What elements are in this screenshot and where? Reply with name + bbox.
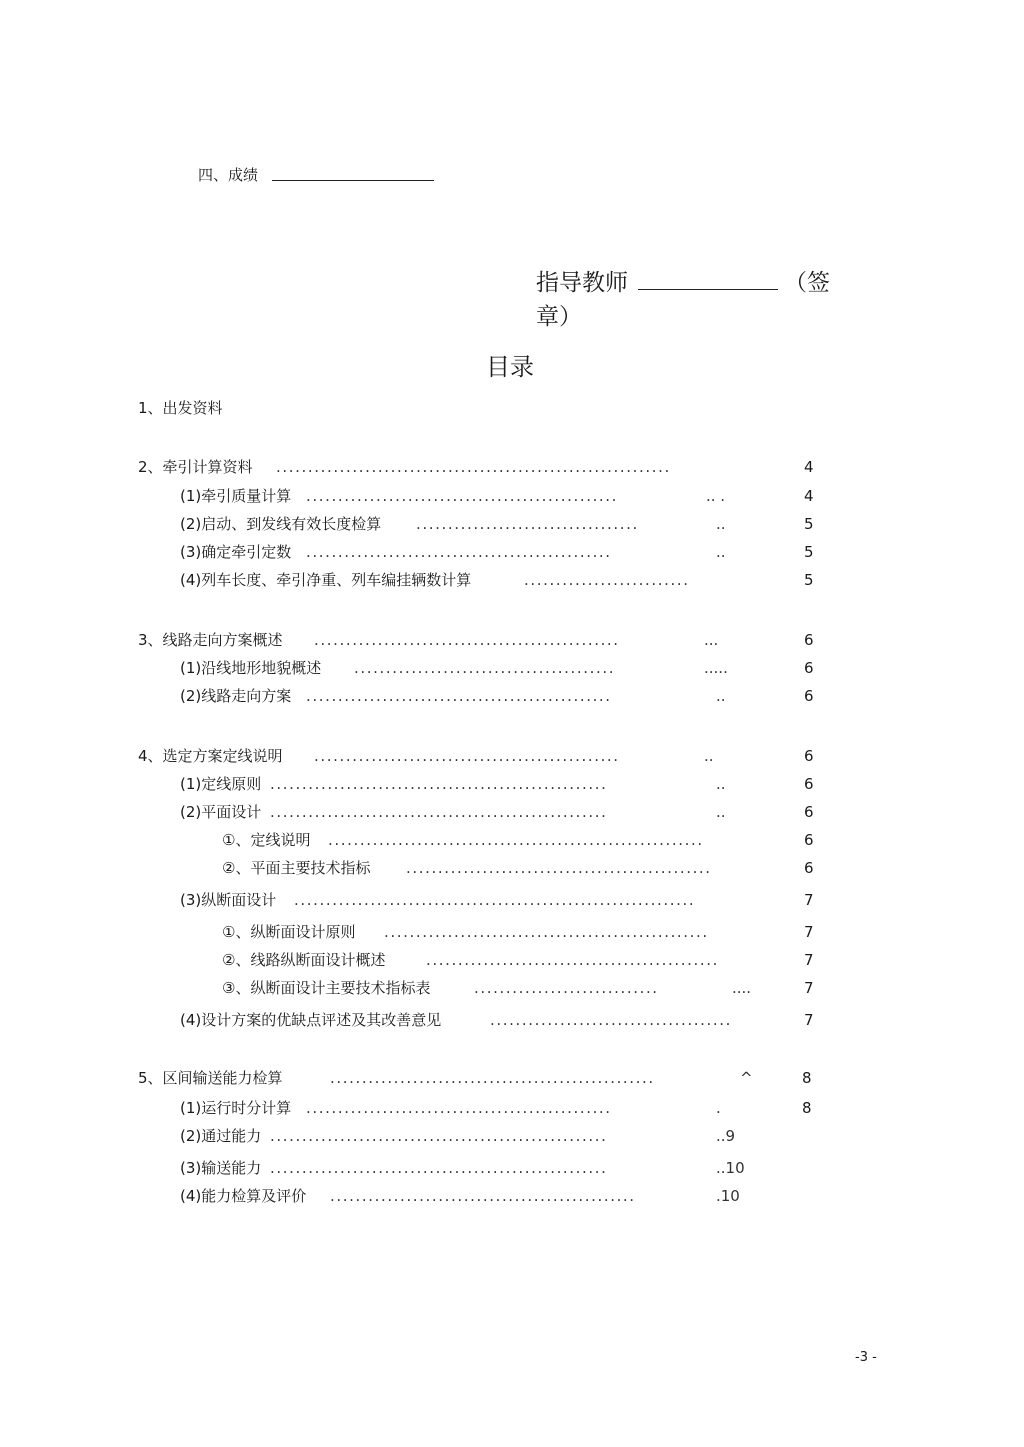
toc-entry-extra: ... — [704, 631, 719, 649]
toc-entry-leader: .............................................. — [426, 951, 719, 969]
toc-entry-leader: .............................................................. — [276, 458, 671, 476]
toc-entry-label: (3)输送能力 — [180, 1159, 262, 1177]
toc-entry — [0, 658, 1024, 682]
toc-entry-leader: ................................................ — [314, 747, 620, 765]
toc-entry-leader: ................................................... — [330, 1069, 655, 1087]
toc-entry-label: ③、纵断面设计主要技术指标表 — [222, 979, 431, 997]
toc-entry-page-number: 6 — [804, 859, 814, 877]
toc-entry-page-number: 4 — [804, 487, 814, 505]
toc-entry-page-number: 7 — [804, 891, 814, 909]
toc-entry-label: (1)定线原则 — [180, 775, 262, 793]
toc-entry-page-number: 5 — [804, 571, 814, 589]
advisor-label: 指导教师 — [536, 270, 628, 296]
toc-entry-page-number: 8 — [802, 1099, 812, 1117]
toc-entry — [0, 1010, 1024, 1034]
toc-entry-page-number: 6 — [804, 687, 814, 705]
toc-entry-leader: ................................................ — [306, 543, 612, 561]
grade-blank-line — [272, 180, 434, 181]
grade-label: 四、成绩 — [198, 166, 259, 184]
toc-entry — [0, 1126, 1024, 1150]
toc-entry-extra: .. — [716, 515, 726, 533]
toc-entry-label: ②、线路纵断面设计概述 — [222, 951, 386, 969]
toc-entry — [0, 746, 1024, 770]
toc-entry — [0, 630, 1024, 654]
toc-entry-leader: ......................................... — [354, 659, 616, 677]
toc-entry-page-number: 5 — [804, 543, 814, 561]
page-number-footer: -3 - — [855, 1350, 877, 1365]
toc-entry-leader: ................................................. — [306, 487, 619, 505]
toc-entry — [0, 922, 1024, 946]
toc-entry-leader: ..................................................... — [270, 775, 608, 793]
toc-entry — [0, 570, 1024, 594]
toc-entry-leader: ...................................... — [490, 1011, 732, 1029]
toc-entry-page-number: 6 — [804, 659, 814, 677]
toc-entry-leader: .......................... — [524, 571, 690, 589]
toc-entry-leader: ..................................................... — [270, 803, 608, 821]
toc-entry-label: (2)通过能力 — [180, 1127, 262, 1145]
toc-entry — [0, 1068, 1024, 1092]
signature-continuation: 章） — [536, 304, 582, 330]
toc-entry-extra: .10 — [716, 1187, 740, 1205]
toc-entry-page-number: 4 — [804, 458, 814, 476]
toc-entry-extra: .. — [716, 775, 726, 793]
toc-entry-label: (2)平面设计 — [180, 803, 262, 821]
toc-entry — [0, 802, 1024, 826]
toc-entry-leader: ................................................ — [306, 687, 612, 705]
toc-entry-label: (2)启动、到发线有效长度检算 — [180, 515, 382, 533]
toc-entry-leader: ................................................ — [406, 859, 712, 877]
advisor-blank-line — [638, 289, 778, 290]
toc-entry-label: (2)线路走向方案 — [180, 687, 292, 705]
toc-entry-page-number: 7 — [804, 951, 814, 969]
toc-entry-label: 4、选定方案定线说明 — [138, 747, 283, 765]
toc-entry-label: (1)运行时分计算 — [180, 1099, 292, 1117]
toc-entry-label: (4)能力检算及评价 — [180, 1187, 307, 1205]
toc-entry-leader: ................................... — [416, 515, 639, 533]
toc-entry-extra: ..9 — [716, 1127, 736, 1145]
toc-entry-extra: .. — [716, 803, 726, 821]
toc-entry-extra: ..... — [704, 659, 728, 677]
toc-entry — [0, 398, 1024, 422]
toc-entry — [0, 514, 1024, 538]
toc-entry — [0, 457, 1024, 481]
toc-entry-page-number: 7 — [804, 1011, 814, 1029]
toc-entry-label: (3)纵断面设计 — [180, 891, 277, 909]
toc-entry — [0, 858, 1024, 882]
toc-entry-page-number: 8 — [802, 1069, 812, 1087]
toc-entry-leader: ................................................ — [306, 1099, 612, 1117]
toc-entry — [0, 774, 1024, 798]
toc-entry-page-number: 7 — [804, 979, 814, 997]
toc-entry-leader: ................................................... — [384, 923, 709, 941]
toc-entry — [0, 542, 1024, 566]
toc-entry-leader: ................................................ — [330, 1187, 636, 1205]
toc-title: 目录 — [486, 353, 534, 381]
toc-entry-leader: ..................................................... — [270, 1159, 608, 1177]
toc-entry-leader: ............................. — [474, 979, 659, 997]
toc-entry — [0, 486, 1024, 510]
toc-entry-leader: ............................................................... — [294, 891, 696, 909]
toc-entry — [0, 950, 1024, 974]
toc-entry-page-number: 7 — [804, 923, 814, 941]
toc-entry-label: 3、线路走向方案概述 — [138, 631, 283, 649]
toc-entry-label: (3)确定牵引定数 — [180, 543, 292, 561]
toc-entry-page-number: 6 — [804, 775, 814, 793]
toc-entry-label: (1)沿线地形地貌概述 — [180, 659, 322, 677]
toc-entry — [0, 1158, 1024, 1182]
toc-entry — [0, 1186, 1024, 1210]
toc-entry-leader: ..................................................... — [270, 1127, 608, 1145]
toc-entry-leader: ................................................ — [314, 631, 620, 649]
signature-suffix: （签 — [784, 270, 830, 296]
toc-entry-label: ①、定线说明 — [222, 831, 311, 849]
toc-entry-extra: ^ — [740, 1069, 753, 1087]
toc-entry-label: 5、区间输送能力检算 — [138, 1069, 283, 1087]
toc-entry-label: 2、牵引计算资料 — [138, 458, 253, 476]
toc-entry-page-number: 6 — [804, 747, 814, 765]
toc-entry-label: (4)列车长度、牵引净重、列车编挂辆数计算 — [180, 571, 472, 589]
toc-entry-page-number: 5 — [804, 515, 814, 533]
toc-entry — [0, 686, 1024, 710]
toc-entry-extra: .. — [704, 747, 714, 765]
toc-entry-extra: .. — [716, 543, 726, 561]
toc-entry-extra: .... — [732, 979, 752, 997]
toc-entry-extra: . — [716, 1099, 721, 1117]
toc-entry — [0, 978, 1024, 1002]
toc-entry-extra: .. — [716, 687, 726, 705]
toc-entry-leader: ........................................................... — [328, 831, 704, 849]
toc-entry — [0, 830, 1024, 854]
toc-entry-label: ①、纵断面设计原则 — [222, 923, 356, 941]
toc-entry-label: 1、出发资料 — [138, 399, 223, 417]
toc-entry — [0, 1098, 1024, 1122]
toc-entry-label: ②、平面主要技术指标 — [222, 859, 371, 877]
toc-entry-extra: ..10 — [716, 1159, 745, 1177]
toc-entry-label: (4)设计方案的优缺点评述及其改善意见 — [180, 1011, 442, 1029]
toc-entry-page-number: 6 — [804, 831, 814, 849]
toc-entry-label: (1)牵引质量计算 — [180, 487, 292, 505]
toc-entry-page-number: 6 — [804, 803, 814, 821]
toc-entry-page-number: 6 — [804, 631, 814, 649]
toc-entry-extra: .. . — [706, 487, 726, 505]
toc-entry — [0, 890, 1024, 914]
